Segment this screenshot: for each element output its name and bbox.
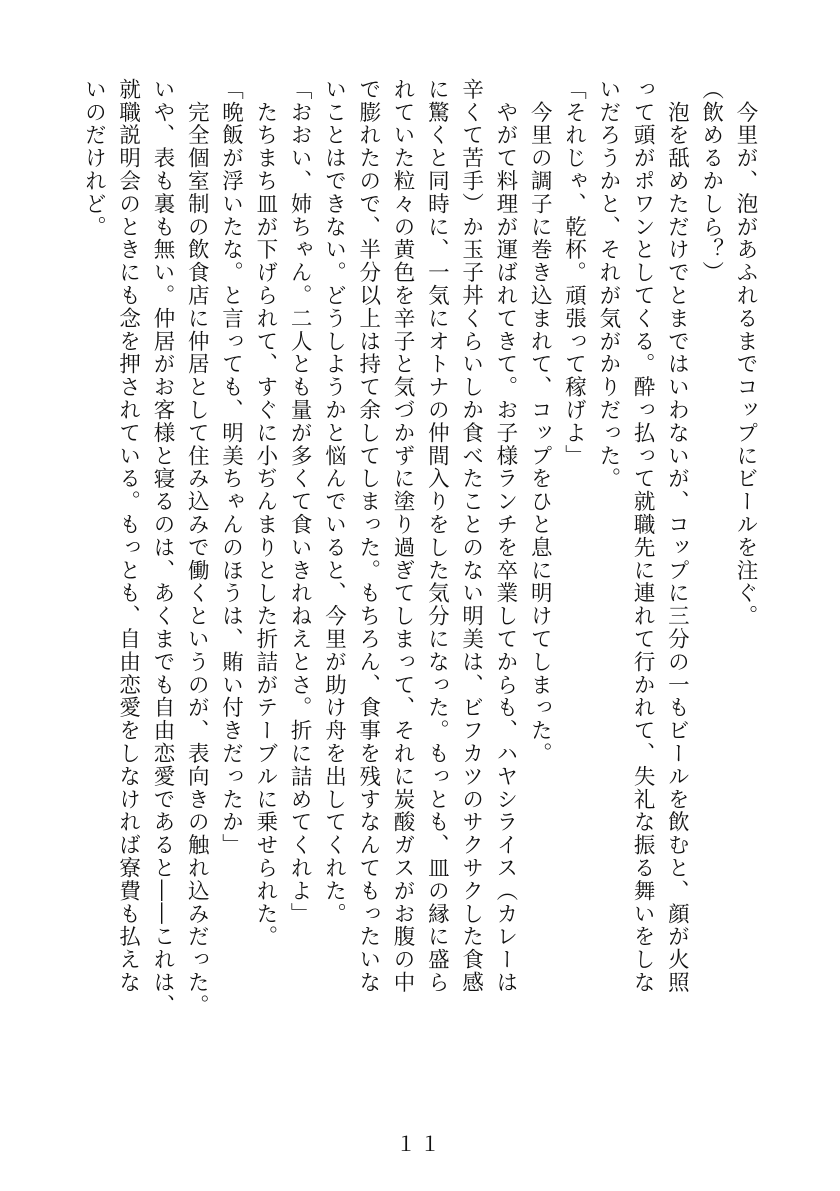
text-line: って頭がポワンとしてくる。酔っ払って就職先に連れて行かれて、失礼な振る舞いをしな — [630, 78, 656, 994]
page-number: １１ — [396, 1132, 444, 1156]
text-line: いだろうかと、それが気がかりだった。 — [595, 78, 621, 491]
text-line: に驚くと同時に、一気にオトナの仲間入りをした気分になった。もっとも、皿の縁に盛ら — [424, 78, 450, 994]
text-line: 「それじゃ、乾杯。頑張って稼げよ」 — [561, 78, 587, 468]
text-line: 泡を舐めただけでとまではいわないが、コップに三分の一もビールを飲むと、顔が火照 — [664, 78, 690, 994]
text-line: たちまち皿が下げられて、すぐに小ぢんまりとした折詰がテーブルに乗せられた。 — [252, 78, 278, 949]
text-line: やがて料理が運ばれてきて。お子様ランチを卒業してからも、ハヤシライス（カレーは — [492, 78, 518, 994]
text-line: いことはできない。どうしようかと悩んでいると、今里が助け舟を出してくれた。 — [321, 78, 347, 926]
text-line: 就職説明会のときにも念を押されている。もっとも、自由恋愛をしなければ寮費も払えな — [115, 78, 141, 994]
text-line: いや、表も裏も無い。仲居がお客様と寝るのは、あくまでも自由恋愛であると――これは、 — [149, 78, 175, 1017]
text-line: 「晩飯が浮いたな。と言っても、明美ちゃんのほうは、賄い付きだったか」 — [218, 78, 244, 857]
text-line: 辛くて苦手）か玉子丼くらいしか食べたことのない明美は、ビフカツのサクサクした食感 — [458, 78, 484, 994]
text-line: いのだけれど。 — [81, 78, 107, 239]
text-line: 「おおい、姉ちゃん。二人とも量が多くて食いきれねえとさ。折に詰めてくれよ」 — [287, 78, 313, 926]
text-line: 今里の調子に巻き込まれて、コップをひと息に明けてしまった。 — [527, 78, 553, 765]
text-line: （飲めるかしら？） — [698, 78, 724, 285]
text-line: 完全個室制の飲食店に仲居として住み込みで働くというのが、表向きの触れ込みだった。 — [184, 78, 210, 1017]
text-line: れていた粒々の黄色を辛子と気づかずに塗り過ぎてしまって、それに炭酸ガスがお腹の中 — [390, 78, 416, 994]
text-line: で膨れたので、半分以上は持て余してしまった。もちろん、食事を残すなんてもったいな — [355, 78, 381, 994]
text-line: 今里が、泡があふれるまでコップにビールを注ぐ。 — [733, 78, 758, 628]
body-text — [76, 78, 762, 1038]
